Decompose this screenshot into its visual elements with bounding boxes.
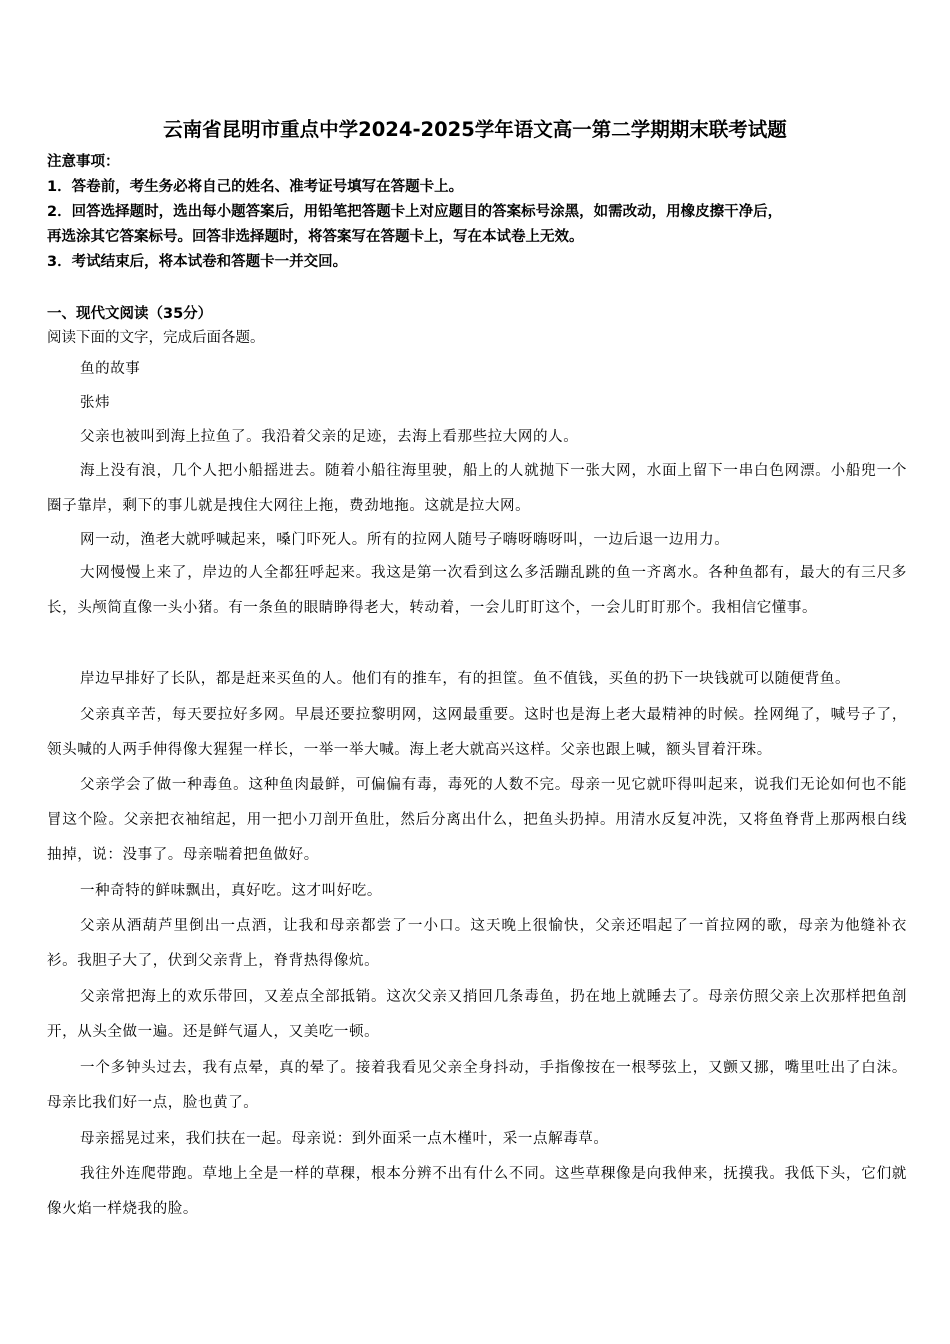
article-paragraph: 一种奇特的鲜味飘出，真好吃。这才叫好吃。 bbox=[80, 883, 382, 899]
article-paragraph: 父亲从酒葫芦里倒出一点酒，让我和母亲都尝了一小口。这天晚上很愉快，父亲还唱起了一首拉网的歌，母亲为他缝补衣衫。我胆子大了，伏到父亲背上，脊背热得像炕。 bbox=[47, 918, 907, 969]
article-paragraph: 父亲真辛苦，每天要拉好多网。早晨还要拉黎明网，这网最重要。这时也是海上老大最精神的时候。拴网绳了，喊号子了，领头喊的人两手伸得像大猩猩一样长，一举一举大喊。海上老大就高兴这样。父亲也跟上喊，额头冒着汗珠。 bbox=[47, 707, 907, 758]
article-paragraph: 海上没有浪，几个人把小船摇进去。随着小船往海里驶，船上的人就抛下一张大网，水面上留下一串白色网漂。小船兜一个圈子靠岸，剩下的事儿就是拽住大网往上拖，费劲地拖。这就是拉大网。 bbox=[47, 463, 907, 514]
article-paragraph: 我往外连爬带跑。草地上全是一样的草稞，根本分辨不出有什么不同。这些草稞像是向我伸来，抚摸我。我低下头，它们就像火焰一样烧我的脸。 bbox=[47, 1166, 907, 1217]
notice-item-1: 1．答卷前，考生务必将自己的姓名、准考证号填写在答题卡上。 bbox=[47, 179, 464, 195]
section-instruction: 阅读下面的文字，完成后面各题。 bbox=[47, 330, 265, 346]
section-heading: 一、现代文阅读（35分） bbox=[47, 306, 213, 322]
article-title: 鱼的故事 bbox=[80, 361, 141, 377]
article-paragraph: 岸边早排好了长队，都是赶来买鱼的人。他们有的推车，有的担筐。鱼不值钱，买鱼的扔下一块钱就可以随便背鱼。 bbox=[80, 671, 851, 687]
article-paragraph: 大网慢慢上来了，岸边的人全都狂呼起来。我这是第一次看到这么多活蹦乱跳的鱼一齐离水。各种鱼都有，最大的有三尺多长，头颅简直像一头小猪。有一条鱼的眼睛睁得老大，转动着，一会儿盯盯这个，一会儿盯盯那个。我相信它懂事。 bbox=[47, 565, 907, 616]
article-paragraph: 父亲常把海上的欢乐带回，又差点全部抵销。这次父亲又捎回几条毒鱼，扔在地上就睡去了。母亲仿照父亲上次那样把鱼剖开，从头全做一遍。还是鲜气逼人，又美吃一顿。 bbox=[47, 989, 907, 1040]
notice-item-3: 3．考试结束后，将本试卷和答题卡一并交回。 bbox=[47, 254, 348, 270]
article-paragraph: 一个多钟头过去，我有点晕，真的晕了。接着我看见父亲全身抖动，手指像按在一根琴弦上，又颤又挪，嘴里吐出了白沫。母亲比我们好一点，脸也黄了。 bbox=[47, 1060, 907, 1111]
article-paragraph: 父亲也被叫到海上拉鱼了。我沿着父亲的足迹，去海上看那些拉大网的人。 bbox=[80, 429, 579, 445]
notice-item-2: 2．回答选择题时，选出每小题答案后，用铅笔把答题卡上对应题目的答案标号涂黑，如需改动，用橡皮擦干净后， bbox=[47, 204, 783, 220]
exam-title: 云南省昆明市重点中学2024-2025学年语文高一第二学期期末联考试题 bbox=[163, 118, 787, 141]
article-author: 张炜 bbox=[80, 395, 111, 411]
article-paragraph: 父亲学会了做一种毒鱼。这种鱼肉最鲜，可偏偏有毒，毒死的人数不完。母亲一见它就吓得叫起来，说我们无论如何也不能冒这个险。父亲把衣袖绾起，用一把小刀剖开鱼肚，然后分离出什么，把鱼头扔掉。用清水反复冲洗，又将鱼脊背上那两根白线抽掉，说：没事了。母亲喘着把鱼做好。 bbox=[47, 777, 907, 863]
notice-heading: 注意事项： bbox=[47, 154, 120, 170]
article-paragraph: 网一动，渔老大就呼喊起来，嗓门吓死人。所有的拉网人随号子嗨呀嗨呀叫，一边后退一边用力。 bbox=[80, 532, 730, 548]
notice-item-2-cont: 再选涂其它答案标号。回答非选择题时，将答案写在答题卡上，写在本试卷上无效。 bbox=[47, 229, 584, 245]
article-paragraph: 母亲摇晃过来，我们扶在一起。母亲说：到外面采一点木槿叶，采一点解毒草。 bbox=[80, 1131, 609, 1147]
